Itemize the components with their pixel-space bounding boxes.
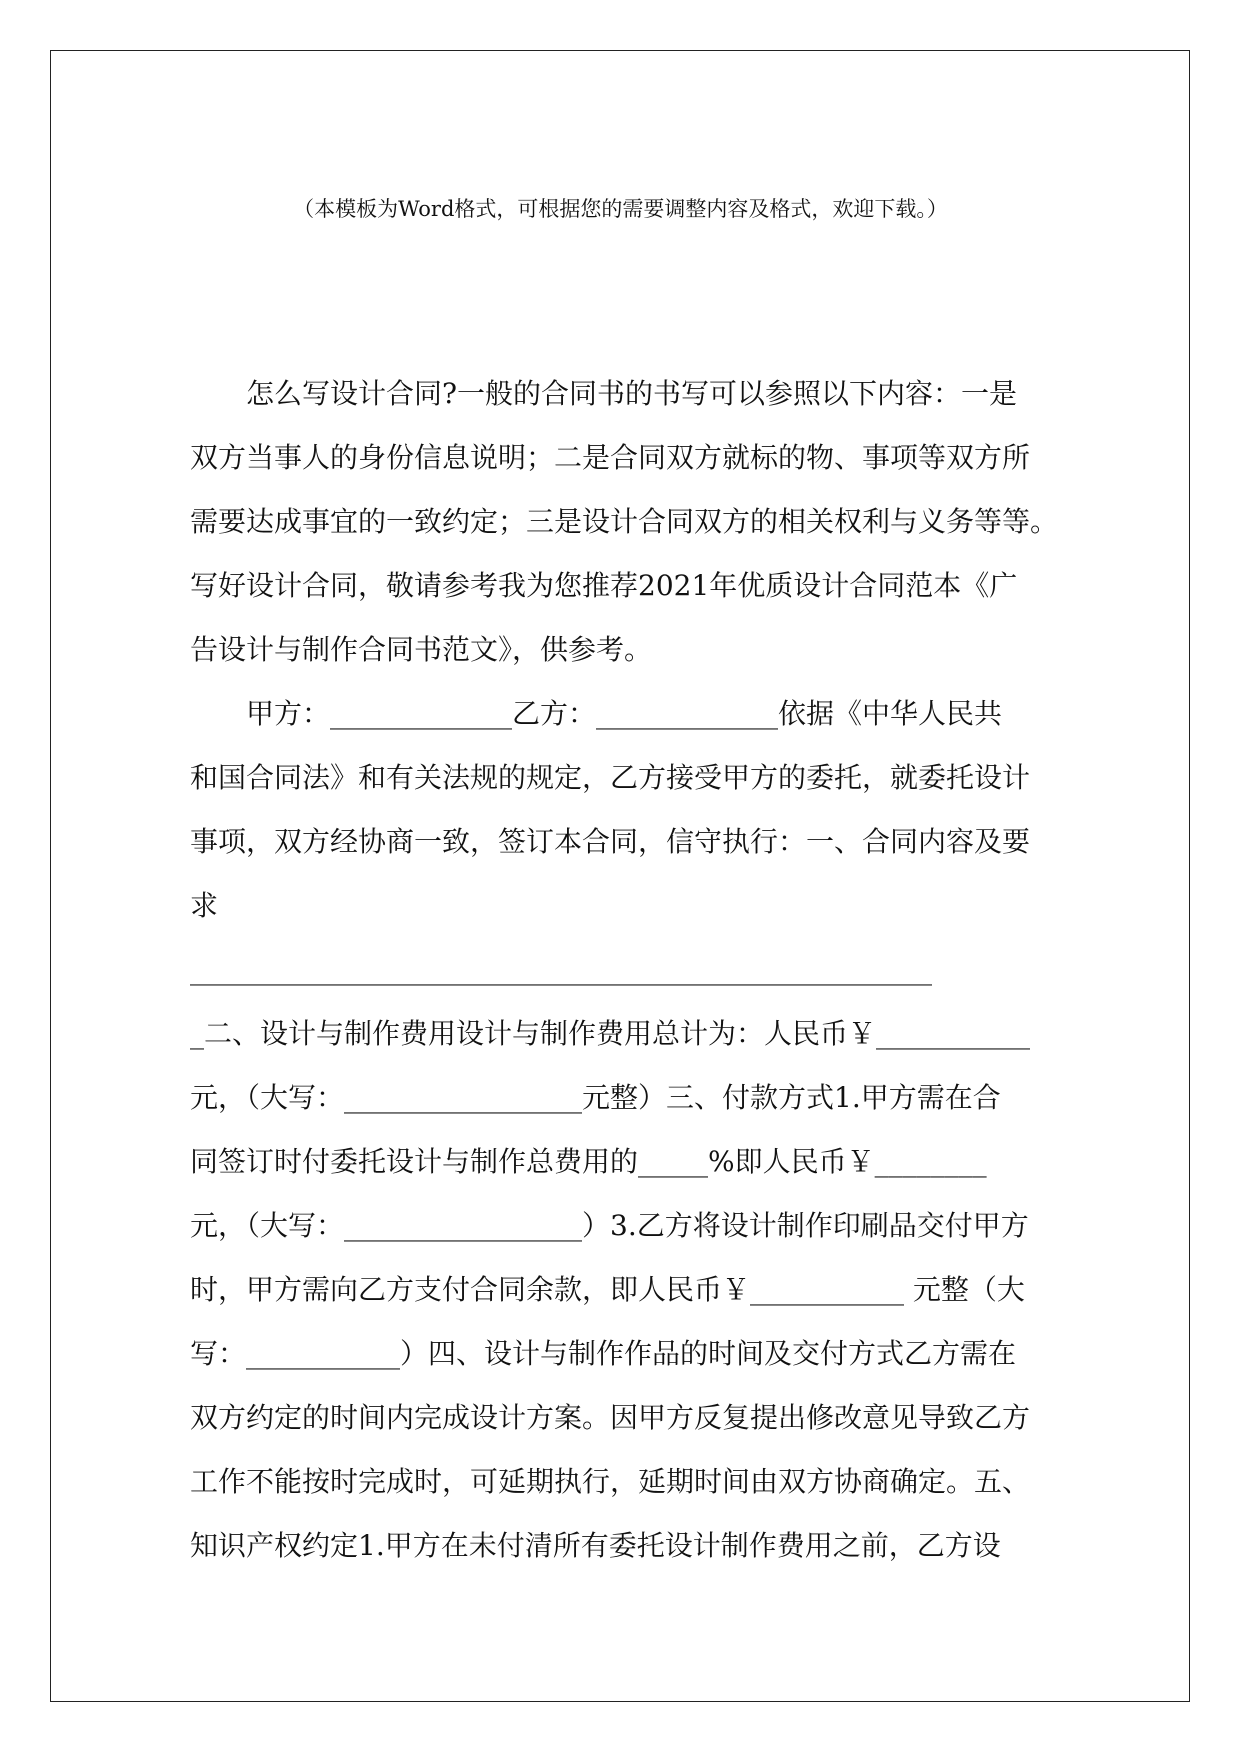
text-line: 怎么写设计合同?一般的合同书的书写可以参照以下内容：一是: [246, 377, 1018, 410]
text-line: 求: [190, 889, 219, 922]
text-line: _____________________________________________________: [190, 953, 932, 986]
text-line: 时，甲方需向乙方支付合同余款，即人民币￥___________ 元整（大: [190, 1273, 1025, 1306]
text-line: 和国合同法》和有关法规的规定，乙方接受甲方的委托，就委托设计: [190, 761, 1031, 794]
document-body: [190, 362, 1060, 1578]
text-line: 告设计与制作合同书范文》，供参考。: [190, 633, 653, 666]
text-line: 元，（大写：_________________元整）三、付款方式1.甲方需在合: [190, 1081, 1001, 1114]
text-line: 甲方：_____________乙方：_____________依据《中华人民共: [246, 697, 1003, 730]
text-line: 需要达成事宜的一致约定；三是设计合同双方的相关权利与义务等等。: [190, 505, 1059, 538]
text-line: 同签订时付委托设计与制作总费用的_____%即人民币￥________: [190, 1145, 987, 1178]
text-line: 写：___________）四、设计与制作作品的时间及交付方式乙方需在: [190, 1337, 1017, 1370]
text-line: _二、设计与制作费用设计与制作费用总计为：人民币￥___________: [190, 1017, 1031, 1050]
template-note: （本模板为Word格式，可根据您的需要调整内容及格式，欢迎下载。）: [293, 197, 948, 221]
text-line: 元，（大写：_________________）3.乙方将设计制作印刷品交付甲方: [190, 1209, 1029, 1242]
text-line: 事项，双方经协商一致，签订本合同，信守执行：一、合同内容及要: [190, 825, 1031, 858]
text-line: 双方约定的时间内完成设计方案。因甲方反复提出修改意见导致乙方: [190, 1401, 1031, 1434]
text-line: 工作不能按时完成时，可延期执行，延期时间由双方协商确定。五、: [190, 1465, 1031, 1498]
text-line: 知识产权约定1.甲方在未付清所有委托设计制作费用之前，乙方设: [190, 1529, 1001, 1562]
text-line: 写好设计合同，敬请参考我为您推荐2021年优质设计合同范本《广: [190, 569, 1018, 602]
text-line: 双方当事人的身份信息说明；二是合同双方就标的物、事项等双方所: [190, 441, 1031, 474]
